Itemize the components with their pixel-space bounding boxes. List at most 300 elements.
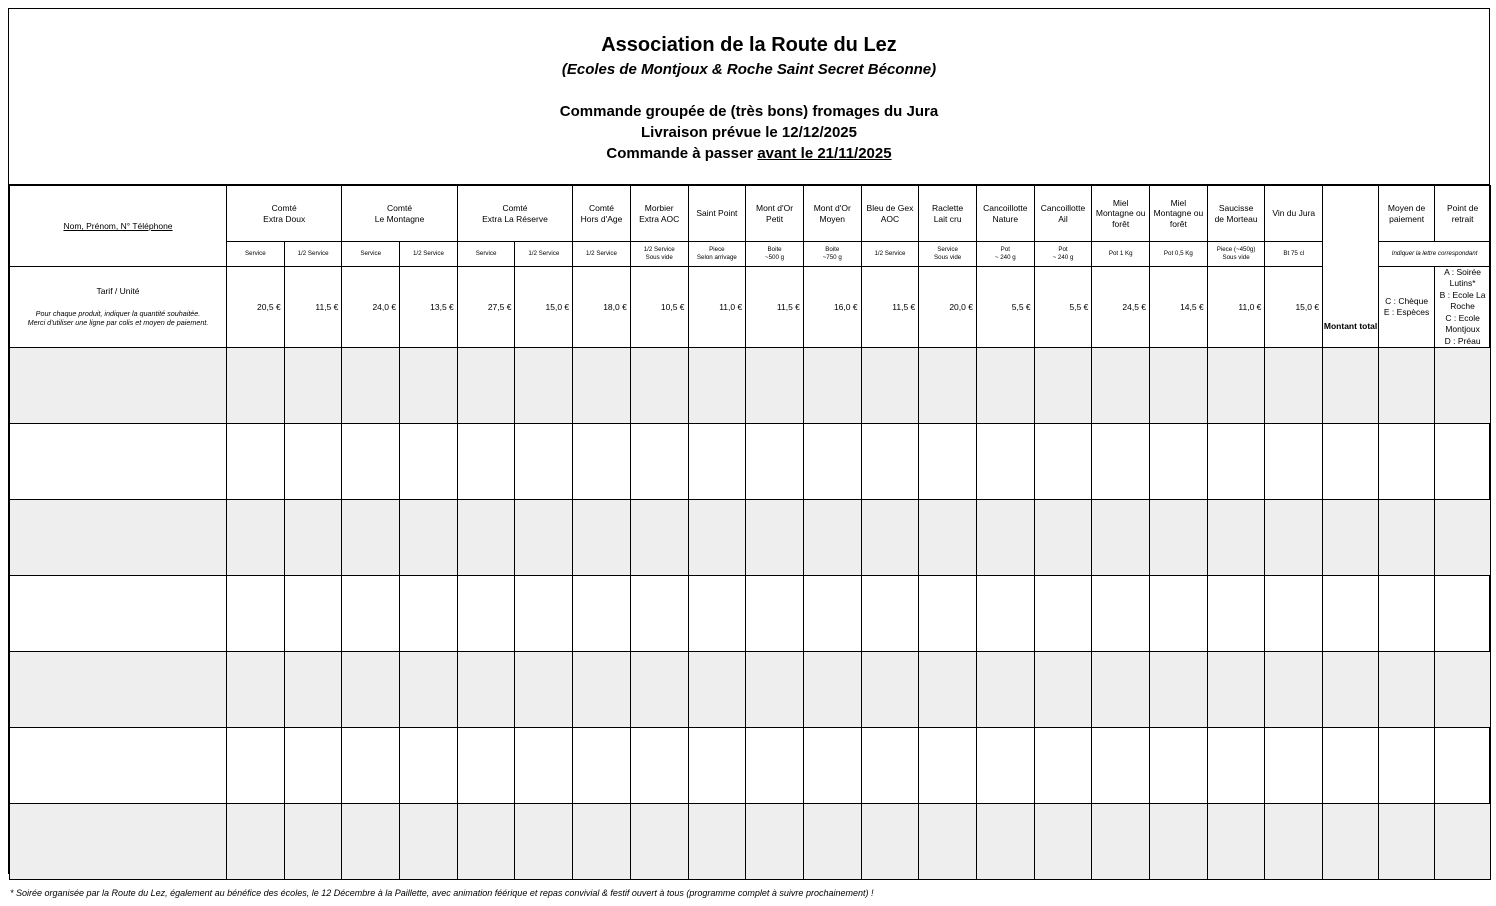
unit-label-line: Sous vide: [1222, 254, 1250, 261]
quantity-cell[interactable]: [1150, 576, 1208, 652]
quantity-cell[interactable]: [457, 652, 515, 728]
quantity-cell[interactable]: [976, 500, 1034, 576]
name-column-header: Nom, Prénom, N° Téléphone: [10, 186, 227, 267]
unit-label-line: Pot: [1058, 245, 1068, 253]
instruction-line: Pour chaque produit, indiquer la quantité souhaitée.: [35, 308, 201, 318]
unit-price: 11,5 €: [746, 267, 804, 348]
quantity-cell[interactable]: [457, 804, 515, 880]
quantity-cell[interactable]: [342, 424, 400, 500]
quantity-cell[interactable]: [457, 424, 515, 500]
unit-price: 14,5 €: [1150, 267, 1208, 348]
quantity-cell[interactable]: [515, 424, 573, 500]
quantity-cell[interactable]: [746, 348, 804, 424]
order-description: Commande groupée de (très bons) fromages du Jura: [559, 103, 939, 120]
quantity-cell[interactable]: [515, 348, 573, 424]
quantity-cell[interactable]: [515, 576, 573, 652]
quantity-cell[interactable]: [1207, 500, 1265, 576]
unit-label: [1150, 242, 1208, 267]
total-amount-cell[interactable]: [1323, 576, 1379, 652]
product-name-line: Vin du Jura: [1272, 208, 1316, 219]
quantity-cell[interactable]: [227, 424, 285, 500]
unit-label-line: Selon arrivage: [696, 254, 737, 261]
quantity-cell[interactable]: [1150, 424, 1208, 500]
unit-label: [1265, 242, 1323, 267]
quantity-cell[interactable]: [400, 728, 458, 804]
quantity-cell[interactable]: [861, 652, 919, 728]
quantity-cell[interactable]: [630, 804, 688, 880]
quantity-cell[interactable]: [1265, 424, 1323, 500]
product-name-line: Montagne ou: [1095, 208, 1146, 219]
unit-label-line: 1/2 Service: [412, 249, 444, 257]
unit-label-line: ~500 g: [765, 254, 785, 261]
quantity-cell[interactable]: [861, 348, 919, 424]
quantity-cell[interactable]: [1034, 576, 1092, 652]
product-name-header: [746, 186, 804, 242]
quantity-cell[interactable]: [400, 652, 458, 728]
customer-name-cell[interactable]: [10, 424, 227, 500]
quantity-cell[interactable]: [1034, 500, 1092, 576]
quantity-cell[interactable]: [1092, 576, 1150, 652]
quantity-cell[interactable]: [1092, 424, 1150, 500]
pickup-point-cell[interactable]: [1435, 652, 1491, 728]
product-name-line: Cancoillotte: [1040, 202, 1086, 213]
quantity-cell[interactable]: [803, 804, 861, 880]
pickup-legend: [1435, 267, 1491, 348]
quantity-cell[interactable]: [227, 652, 285, 728]
unit-label-line: Boite: [767, 245, 782, 253]
quantity-cell[interactable]: [630, 652, 688, 728]
quantity-cell[interactable]: [342, 652, 400, 728]
quantity-cell[interactable]: [457, 348, 515, 424]
unit-label-line: 1/2 Service: [874, 249, 906, 257]
pickup-legend-line: Roche: [1450, 301, 1475, 312]
unit-price: 11,5 €: [861, 267, 919, 348]
quantity-cell[interactable]: [861, 576, 919, 652]
unit-label: [342, 242, 400, 267]
quantity-cell[interactable]: [573, 728, 631, 804]
quantity-cell[interactable]: [1150, 500, 1208, 576]
quantity-cell[interactable]: [630, 500, 688, 576]
quantity-cell[interactable]: [1265, 804, 1323, 880]
payment-legend-line: E : Espèces: [1383, 307, 1430, 318]
unit-header-row: [10, 242, 1491, 267]
quantity-cell[interactable]: [746, 576, 804, 652]
product-name-line: Extra AOC: [639, 213, 680, 224]
letter-indication: Indiquer la lettre correspondant: [1379, 242, 1491, 267]
quantity-cell[interactable]: [400, 348, 458, 424]
quantity-cell[interactable]: [803, 576, 861, 652]
quantity-cell[interactable]: [976, 652, 1034, 728]
quantity-cell[interactable]: [688, 804, 746, 880]
quantity-cell[interactable]: [688, 348, 746, 424]
quantity-cell[interactable]: [688, 652, 746, 728]
customer-name-cell[interactable]: [10, 804, 227, 880]
unit-label: [976, 242, 1034, 267]
product-name-line: Moyen: [819, 213, 845, 224]
product-name-line: Saint Point: [696, 208, 738, 219]
quantity-cell[interactable]: [919, 804, 977, 880]
quantity-cell[interactable]: [457, 576, 515, 652]
quantity-cell[interactable]: [1034, 652, 1092, 728]
quantity-cell[interactable]: [1265, 576, 1323, 652]
product-name-header: [803, 186, 861, 242]
quantity-cell[interactable]: [861, 728, 919, 804]
order-row: [10, 424, 1491, 500]
product-name-line: Comté: [502, 202, 528, 213]
quantity-cell[interactable]: [803, 424, 861, 500]
quantity-cell[interactable]: [861, 500, 919, 576]
unit-label-line: Service: [937, 245, 958, 253]
pickup-point-cell[interactable]: [1435, 348, 1491, 424]
unit-label-line: 1/2 Service: [643, 245, 675, 253]
product-name-line: Mont d'Or: [756, 202, 794, 213]
quantity-cell[interactable]: [746, 652, 804, 728]
order-row: [10, 804, 1491, 880]
unit-label-line: 1/2 Service: [586, 249, 617, 257]
page-subtitle: (Ecoles de Montjoux & Roche Saint Secret Béconne): [561, 61, 937, 78]
quantity-cell[interactable]: [342, 500, 400, 576]
unit-label-line: Sous vide: [645, 254, 673, 261]
unit-label-line: Pot: [1000, 245, 1010, 253]
quantity-cell[interactable]: [746, 424, 804, 500]
quantity-cell[interactable]: [688, 576, 746, 652]
product-name-line: Lait cru: [933, 213, 962, 224]
quantity-cell[interactable]: [688, 424, 746, 500]
quantity-cell[interactable]: [1092, 728, 1150, 804]
quantity-cell[interactable]: [1034, 424, 1092, 500]
quantity-cell[interactable]: [861, 424, 919, 500]
pickup-point-cell[interactable]: [1435, 804, 1491, 880]
product-name-header: [342, 186, 457, 242]
quantity-cell[interactable]: [1034, 804, 1092, 880]
unit-label-line: ~ 240 g: [994, 254, 1016, 261]
quantity-cell[interactable]: [1150, 348, 1208, 424]
total-amount-cell[interactable]: [1323, 500, 1379, 576]
tarif-instructions: [10, 309, 226, 328]
customer-name-cell[interactable]: [10, 576, 227, 652]
quantity-cell[interactable]: [227, 576, 285, 652]
quantity-cell[interactable]: [976, 728, 1034, 804]
unit-price: 27,5 €: [457, 267, 515, 348]
product-name-header: [688, 186, 746, 242]
order-deadline-prefix: Commande à passer: [606, 145, 758, 162]
quantity-cell[interactable]: [919, 576, 977, 652]
payment-legend: [1379, 267, 1435, 348]
unit-price: 13,5 €: [400, 267, 458, 348]
payment-method-cell[interactable]: [1379, 728, 1435, 804]
product-name-line: Morbier: [644, 202, 674, 213]
product-name-header: [1092, 186, 1150, 242]
pickup-point-cell[interactable]: [1435, 728, 1491, 804]
order-row: [10, 728, 1491, 804]
product-name-line: Comté: [271, 202, 297, 213]
quantity-cell[interactable]: [342, 804, 400, 880]
unit-price: 11,0 €: [688, 267, 746, 348]
unit-price: 24,5 €: [1092, 267, 1150, 348]
quantity-cell[interactable]: [630, 424, 688, 500]
unit-label-line: Service: [360, 249, 382, 257]
pickup-legend-line: B : Ecole La: [1439, 289, 1486, 300]
unit-price: 11,0 €: [1207, 267, 1265, 348]
customer-name-cell[interactable]: [10, 348, 227, 424]
payment-method-cell[interactable]: [1379, 424, 1435, 500]
quantity-cell[interactable]: [746, 728, 804, 804]
product-name-line: Mont d'Or: [813, 202, 851, 213]
quantity-cell[interactable]: [1207, 728, 1265, 804]
quantity-cell[interactable]: [746, 500, 804, 576]
unit-label: [573, 242, 631, 267]
payment-method-cell[interactable]: [1379, 804, 1435, 880]
unit-price: 18,0 €: [573, 267, 631, 348]
unit-label: [746, 242, 804, 267]
tarif-row: [10, 267, 1491, 348]
unit-label-line: ~750 g: [822, 254, 842, 261]
unit-label-line: Service: [475, 249, 497, 257]
unit-label: [284, 242, 342, 267]
product-name-line: forêt: [1112, 218, 1130, 229]
quantity-cell[interactable]: [573, 500, 631, 576]
unit-label: [457, 242, 515, 267]
quantity-cell[interactable]: [1265, 652, 1323, 728]
quantity-cell[interactable]: [688, 728, 746, 804]
unit-label: [630, 242, 688, 267]
pickup-legend-line: Lutins*: [1449, 278, 1476, 289]
unit-price: 15,0 €: [515, 267, 573, 348]
product-name-line: Extra Doux: [263, 213, 306, 224]
order-row: [10, 500, 1491, 576]
quantity-cell[interactable]: [400, 500, 458, 576]
payment-method-cell[interactable]: [1379, 652, 1435, 728]
quantity-cell[interactable]: [227, 804, 285, 880]
customer-name-cell[interactable]: [10, 728, 227, 804]
quantity-cell[interactable]: [457, 500, 515, 576]
delivery-date: Livraison prévue le 12/12/2025: [641, 124, 857, 141]
quantity-cell[interactable]: [573, 804, 631, 880]
quantity-cell[interactable]: [515, 728, 573, 804]
customer-name-cell[interactable]: [10, 500, 227, 576]
product-name-line: Hors d'Age: [580, 213, 623, 224]
unit-label-line: Pot 1 Kg: [1108, 249, 1133, 257]
unit-label-line: 1/2 Service: [528, 249, 560, 257]
product-name-header: [573, 186, 631, 242]
form-header: [9, 9, 1489, 185]
quantity-cell[interactable]: [803, 348, 861, 424]
quantity-cell[interactable]: [630, 348, 688, 424]
quantity-cell[interactable]: [976, 804, 1034, 880]
product-name-line: Miel: [1170, 197, 1187, 208]
tarif-cell: [10, 267, 227, 348]
pickup-legend-line: D : Préau: [1444, 335, 1481, 346]
payment-legend-line: C : Chèque: [1385, 295, 1429, 306]
payment-header-line: Moyen de: [1387, 202, 1426, 213]
order-row: [10, 348, 1491, 424]
pickup-legend-line: A : Soirée: [1444, 267, 1482, 277]
product-name-header: [630, 186, 688, 242]
quantity-cell[interactable]: [400, 424, 458, 500]
quantity-cell[interactable]: [515, 500, 573, 576]
payment-method-cell[interactable]: [1379, 576, 1435, 652]
product-name-line: Cancoillotte: [983, 202, 1028, 213]
product-name-line: Le Montagne: [374, 213, 425, 224]
unit-label-line: 1/2 Service: [297, 249, 329, 257]
quantity-cell[interactable]: [803, 500, 861, 576]
quantity-cell[interactable]: [1207, 424, 1265, 500]
total-amount-cell[interactable]: [1323, 652, 1379, 728]
product-name-header: [919, 186, 977, 242]
quantity-cell[interactable]: [1207, 804, 1265, 880]
quantity-cell[interactable]: [284, 652, 342, 728]
quantity-cell[interactable]: [284, 728, 342, 804]
order-deadline-date: avant le 21/11/2025: [757, 145, 892, 162]
quantity-cell[interactable]: [1034, 728, 1092, 804]
quantity-cell[interactable]: [630, 728, 688, 804]
pickup-header-line: Point de: [1446, 202, 1479, 213]
quantity-cell[interactable]: [227, 728, 285, 804]
instruction-line: Merci d'utiliser une ligne par colis et moyen de paiement.: [27, 318, 209, 328]
payment-method-cell[interactable]: [1379, 500, 1435, 576]
quantity-cell[interactable]: [803, 652, 861, 728]
product-name-header: [976, 186, 1034, 242]
quantity-cell[interactable]: [1092, 348, 1150, 424]
quantity-cell[interactable]: [573, 652, 631, 728]
unit-price: 5,5 €: [976, 267, 1034, 348]
product-name-header: [1265, 186, 1323, 242]
product-name-line: Bleu de Gex: [866, 202, 914, 213]
quantity-cell[interactable]: [746, 804, 804, 880]
quantity-cell[interactable]: [457, 728, 515, 804]
quantity-cell[interactable]: [1092, 652, 1150, 728]
pickup-legend-line: C : Ecole: [1445, 312, 1480, 323]
quantity-cell[interactable]: [1034, 348, 1092, 424]
unit-label-line: ~ 240 g: [1052, 254, 1074, 261]
total-amount-cell[interactable]: [1323, 728, 1379, 804]
quantity-cell[interactable]: [919, 500, 977, 576]
payment-method-header: [1379, 186, 1435, 242]
customer-name-cell[interactable]: [10, 652, 227, 728]
quantity-cell[interactable]: [284, 804, 342, 880]
product-name-line: forêt: [1169, 218, 1187, 229]
quantity-cell[interactable]: [342, 348, 400, 424]
unit-price: 11,5 €: [284, 267, 342, 348]
unit-label: [688, 242, 746, 267]
quantity-cell[interactable]: [284, 348, 342, 424]
product-name-header: [457, 186, 572, 242]
quantity-cell[interactable]: [688, 500, 746, 576]
quantity-cell[interactable]: [1092, 500, 1150, 576]
quantity-cell[interactable]: [573, 576, 631, 652]
unit-label: [803, 242, 861, 267]
total-amount-header: Montant total: [1323, 186, 1379, 348]
product-name-line: de Morteau: [1214, 213, 1258, 224]
unit-label-line: Service: [245, 249, 266, 257]
quantity-cell[interactable]: [227, 348, 285, 424]
product-name-line: Raclette: [932, 202, 964, 213]
quantity-cell[interactable]: [1150, 652, 1208, 728]
quantity-cell[interactable]: [342, 576, 400, 652]
quantity-cell[interactable]: [919, 652, 977, 728]
unit-label-line: Bt 75 cl: [1283, 249, 1305, 257]
unit-price: 24,0 €: [342, 267, 400, 348]
quantity-cell[interactable]: [1265, 728, 1323, 804]
quantity-cell[interactable]: [284, 500, 342, 576]
quantity-cell[interactable]: [227, 500, 285, 576]
product-name-header: [1150, 186, 1208, 242]
quantity-cell[interactable]: [976, 424, 1034, 500]
unit-label: [919, 242, 977, 267]
unit-price: 15,0 €: [1265, 267, 1323, 348]
unit-price: 20,0 €: [919, 267, 977, 348]
quantity-cell[interactable]: [1207, 348, 1265, 424]
quantity-cell[interactable]: [515, 652, 573, 728]
quantity-cell[interactable]: [1150, 804, 1208, 880]
pickup-header-line: retrait: [1451, 213, 1474, 224]
quantity-cell[interactable]: [1150, 728, 1208, 804]
product-name-header: [227, 186, 342, 242]
total-amount-cell[interactable]: [1323, 348, 1379, 424]
unit-price: 16,0 €: [803, 267, 861, 348]
payment-header-line: paiement: [1389, 213, 1425, 224]
product-name-line: Comté: [387, 202, 413, 213]
unit-price: 5,5 €: [1034, 267, 1092, 348]
quantity-cell[interactable]: [919, 348, 977, 424]
unit-price: 10,5 €: [630, 267, 688, 348]
unit-label: [1092, 242, 1150, 267]
pickup-point-cell[interactable]: [1435, 500, 1491, 576]
product-name-line: Miel: [1112, 197, 1129, 208]
quantity-cell[interactable]: [919, 424, 977, 500]
unit-label: [515, 242, 573, 267]
pickup-legend-line: Montjoux: [1445, 324, 1480, 335]
quantity-cell[interactable]: [976, 576, 1034, 652]
unit-price: 20,5 €: [227, 267, 285, 348]
order-row: [10, 652, 1491, 728]
order-form: [8, 8, 1490, 874]
page-title: Association de la Route du Lez: [601, 34, 897, 56]
quantity-cell[interactable]: [1092, 804, 1150, 880]
unit-label-line: Sous vide: [934, 254, 962, 261]
total-amount-cell[interactable]: [1323, 804, 1379, 880]
quantity-cell[interactable]: [1207, 652, 1265, 728]
product-name-header: [1034, 186, 1092, 242]
quantity-cell[interactable]: [284, 424, 342, 500]
quantity-cell[interactable]: [284, 576, 342, 652]
product-name-header: [861, 186, 919, 242]
quantity-cell[interactable]: [400, 576, 458, 652]
unit-label-line: Boite: [825, 245, 840, 253]
pickup-point-cell[interactable]: [1435, 424, 1491, 500]
quantity-cell[interactable]: [976, 348, 1034, 424]
order-row: [10, 576, 1491, 652]
quantity-cell[interactable]: [861, 804, 919, 880]
product-header-row: [10, 186, 1491, 242]
quantity-cell[interactable]: [803, 728, 861, 804]
quantity-cell[interactable]: [630, 576, 688, 652]
quantity-cell[interactable]: [573, 348, 631, 424]
product-name-line: Montagne ou: [1153, 208, 1204, 219]
quantity-cell[interactable]: [342, 728, 400, 804]
quantity-cell[interactable]: [1207, 576, 1265, 652]
quantity-cell[interactable]: [1265, 500, 1323, 576]
total-amount-cell[interactable]: [1323, 424, 1379, 500]
quantity-cell[interactable]: [919, 728, 977, 804]
pickup-point-cell[interactable]: [1435, 576, 1491, 652]
quantity-cell[interactable]: [1265, 348, 1323, 424]
quantity-cell[interactable]: [400, 804, 458, 880]
payment-method-cell[interactable]: [1379, 348, 1435, 424]
quantity-cell[interactable]: [515, 804, 573, 880]
quantity-cell[interactable]: [573, 424, 631, 500]
unit-label-line: Piece (~450g): [1216, 245, 1256, 253]
